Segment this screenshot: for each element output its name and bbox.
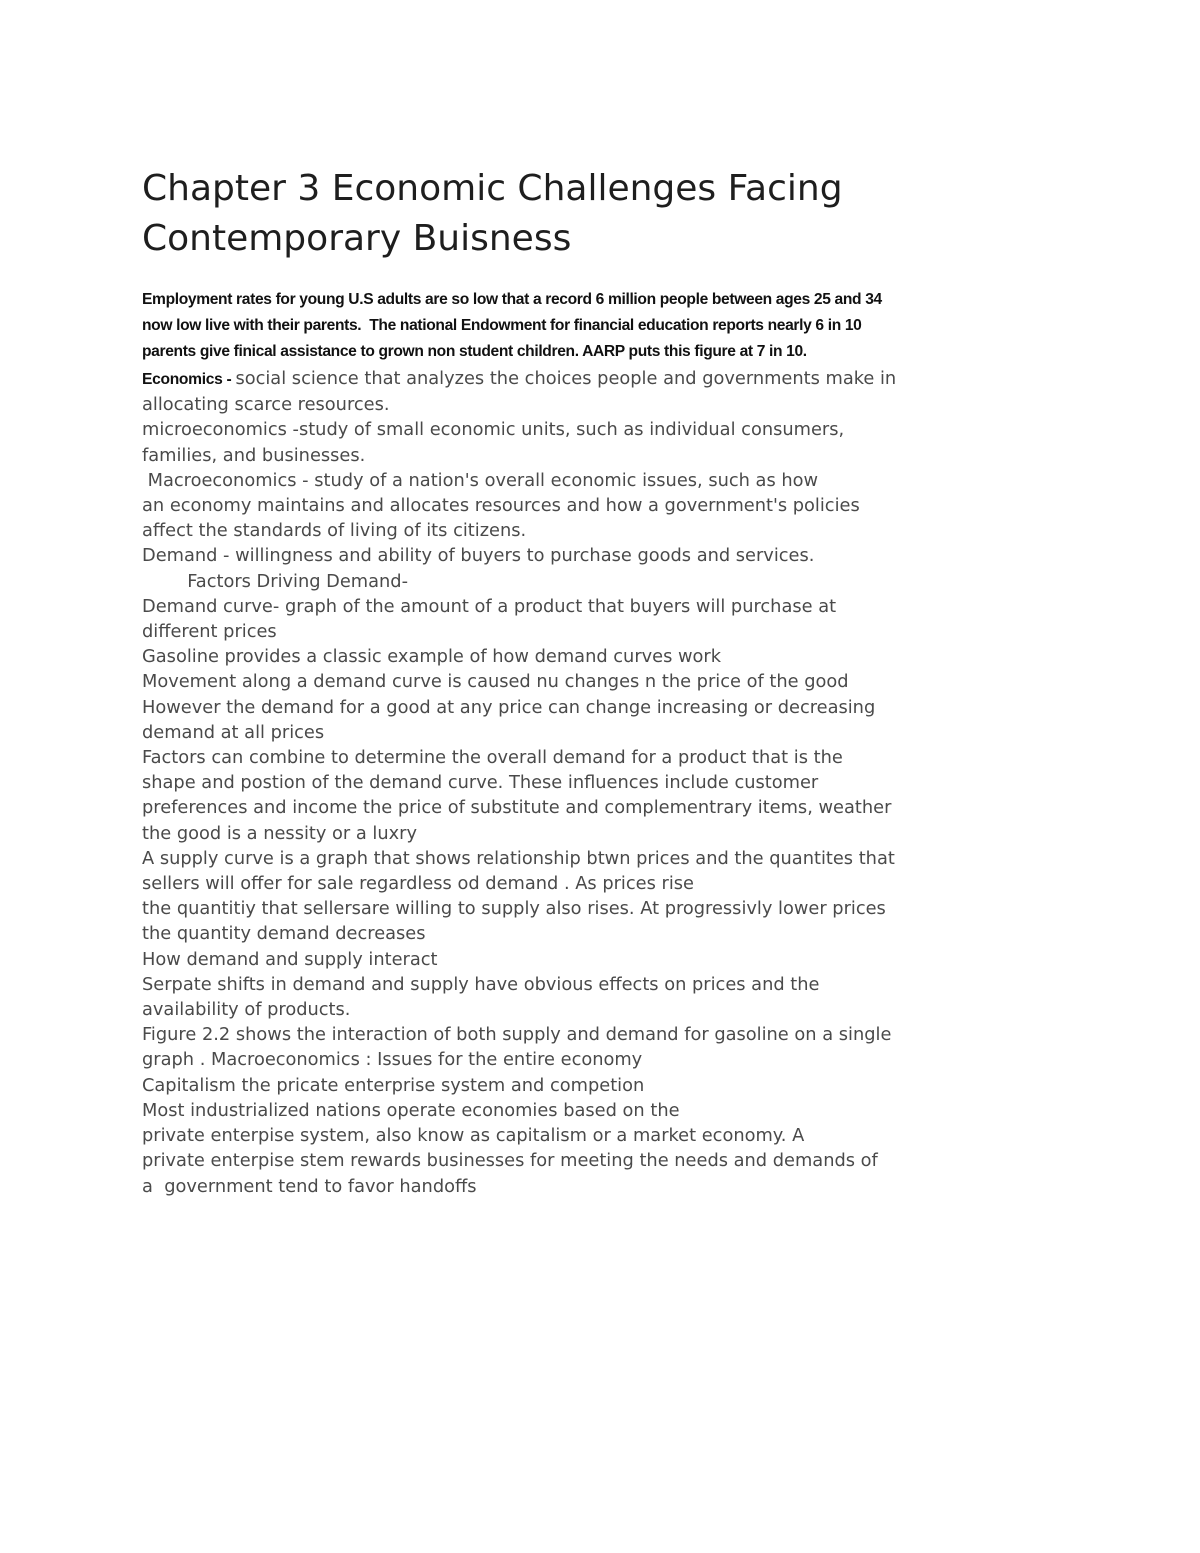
body-line: sellers will offer for sale regardless od demand . As prices rise: [142, 873, 694, 895]
body-line: private enterpise stem rewards businesses for meeting the needs and demands of: [142, 1150, 878, 1172]
body-line: Factors Driving Demand-: [142, 570, 408, 592]
notes-body: [142, 366, 1102, 1199]
economics-term: Economics -: [142, 371, 236, 388]
body-line: A supply curve is a graph that shows relationship btwn prices and the quantites that: [142, 847, 895, 869]
body-line: an economy maintains and allocates resources and how a government's policies: [142, 495, 860, 517]
body-line: Most industrialized nations operate economies based on the: [142, 1099, 680, 1121]
intro-line: parents give finical assistance to grown non student children. AARP puts this figure at 7 in 10.: [142, 343, 807, 360]
economics-definition: social science that analyzes the choices people and governments make in: [235, 368, 897, 389]
body-line: Demand - willingness and ability of buyers to purchase goods and services.: [142, 545, 815, 567]
body-line: the quantitiy that sellersare willing to supply also rises. At progressivly lower prices: [142, 898, 886, 920]
title-line: Contemporary Buisness: [142, 218, 572, 259]
body-line: availability of products.: [142, 999, 351, 1021]
body-line: Demand curve- graph of the amount of a product that buyers will purchase at: [142, 595, 837, 617]
body-line: affect the standards of living of its citizens.: [142, 520, 527, 542]
body-line: a government tend to favor handoffs: [142, 1175, 477, 1197]
body-line: allocating scarce resources.: [142, 394, 390, 416]
body-line: Factors can combine to determine the overall demand for a product that is the: [142, 747, 843, 769]
body-line: different prices: [142, 621, 277, 643]
body-line: graph . Macroeconomics : Issues for the entire economy: [142, 1049, 643, 1071]
body-line: How demand and supply interact: [142, 948, 438, 970]
title-line: Chapter 3 Economic Challenges Facing: [142, 168, 843, 209]
intro-line: Employment rates for young U.S adults are so low that a record 6 million people between ages 25 and 34: [142, 291, 882, 308]
intro-line: now low live with their parents. The national Endowment for financial education reports nearly 6 in 10: [142, 317, 862, 334]
body-line: families, and businesses.: [142, 444, 366, 466]
economics-definition-line: [142, 366, 1102, 392]
body-line: shape and postion of the demand curve. These influences include customer: [142, 772, 819, 794]
page-title: [142, 164, 1102, 264]
body-line: preferences and income the price of substitute and complementrary items, weather: [142, 797, 892, 819]
body-line: the quantity demand decreases: [142, 923, 426, 945]
body-line: private enterpise system, also know as capitalism or a market economy. A: [142, 1125, 805, 1147]
body-line: Figure 2.2 shows the interaction of both supply and demand for gasoline on a single: [142, 1024, 892, 1046]
body-line: microeconomics -study of small economic units, such as individual consumers,: [142, 419, 845, 441]
body-line: demand at all prices: [142, 721, 325, 743]
body-line: However the demand for a good at any price can change increasing or decreasing: [142, 696, 876, 718]
body-line: Capitalism the pricate enterprise system and competion: [142, 1074, 645, 1096]
body-line: Gasoline provides a classic example of how demand curves work: [142, 646, 722, 668]
body-line: Serpate shifts in demand and supply have obvious effects on prices and the: [142, 973, 820, 995]
intro-paragraph: [142, 287, 1102, 365]
body-line: the good is a nessity or a luxry: [142, 822, 418, 844]
body-line: Movement along a demand curve is caused nu changes n the price of the good: [142, 671, 849, 693]
body-line: Macroeconomics - study of a nation's overall economic issues, such as how: [142, 469, 819, 491]
